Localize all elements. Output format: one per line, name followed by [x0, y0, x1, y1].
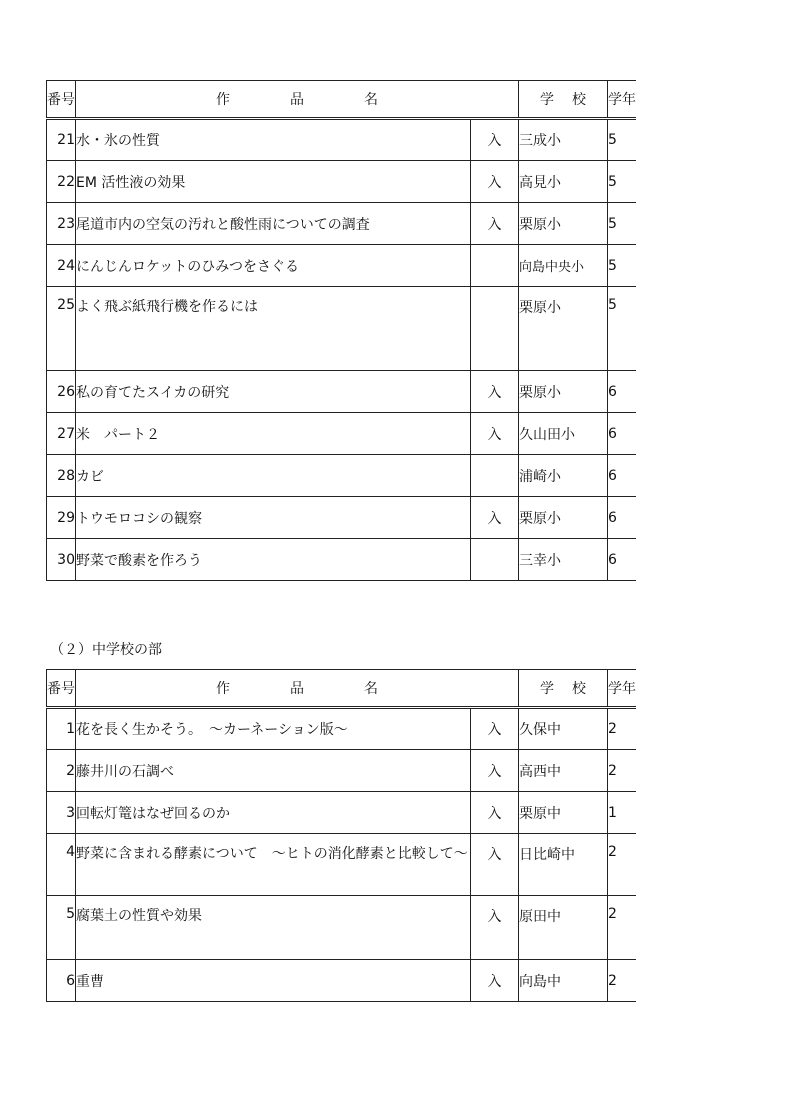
table-row: [47, 750, 637, 792]
award-mark: 入: [471, 708, 519, 750]
table-row: [47, 792, 637, 834]
grade-value: 6: [608, 413, 637, 455]
award-mark: [471, 287, 519, 371]
school-name: 栗原中: [519, 792, 608, 834]
row-number: 6: [47, 960, 76, 1002]
table-row: [47, 497, 637, 539]
school-name: 向島中: [519, 960, 608, 1002]
work-title: EM 活性液の効果: [76, 161, 471, 203]
table-header-row: [47, 81, 637, 119]
award-mark: 入: [471, 119, 519, 161]
grade-value: 6: [608, 371, 637, 413]
row-number: 24: [47, 245, 76, 287]
school-name: 向島中央小: [519, 245, 608, 287]
grade-value: 2: [608, 834, 637, 896]
table-row: [47, 245, 637, 287]
table-row: [47, 413, 637, 455]
school-name: 久山田小: [519, 413, 608, 455]
table-row: [47, 960, 637, 1002]
grade-value: 5: [608, 119, 637, 161]
grade-value: 5: [608, 245, 637, 287]
row-number: 27: [47, 413, 76, 455]
grade-value: 6: [608, 539, 637, 581]
school-name: 日比崎中: [519, 834, 608, 896]
work-title: 野菜で酸素を作ろう: [76, 539, 471, 581]
work-title: 腐葉土の性質や効果: [76, 896, 471, 960]
header-grade: 学年: [608, 670, 637, 708]
award-mark: 入: [471, 413, 519, 455]
elementary-works-table: [46, 80, 636, 581]
table-row: [47, 119, 637, 161]
row-number: 1: [47, 708, 76, 750]
table-row: [47, 896, 637, 960]
row-number: 23: [47, 203, 76, 245]
work-title: トウモロコシの観察: [76, 497, 471, 539]
award-mark: 入: [471, 960, 519, 1002]
grade-value: 5: [608, 203, 637, 245]
header-title: 作 品 名: [76, 81, 519, 119]
section-heading-middle-school: （２）中学校の部: [50, 642, 162, 658]
award-mark: 入: [471, 371, 519, 413]
work-title: にんじんロケットのひみつをさぐる: [76, 245, 471, 287]
work-title: 藤井川の石調べ: [76, 750, 471, 792]
grade-value: 1: [608, 792, 637, 834]
award-mark: 入: [471, 750, 519, 792]
school-name: 原田中: [519, 896, 608, 960]
row-number: 26: [47, 371, 76, 413]
work-title: 私の育てたスイカの研究: [76, 371, 471, 413]
table-row: [47, 287, 637, 371]
header-grade: 学年: [608, 81, 637, 119]
grade-value: 5: [608, 161, 637, 203]
header-school: 学 校: [519, 81, 608, 119]
table-row: [47, 708, 637, 750]
header-school: 学 校: [519, 670, 608, 708]
row-number: 22: [47, 161, 76, 203]
row-number: 3: [47, 792, 76, 834]
school-name: 栗原小: [519, 497, 608, 539]
grade-value: 2: [608, 708, 637, 750]
middle-school-works-table: [46, 669, 636, 1002]
row-number: 4: [47, 834, 76, 896]
award-mark: [471, 245, 519, 287]
work-title: カビ: [76, 455, 471, 497]
grade-value: 2: [608, 750, 637, 792]
work-title: 花を長く生かそう。 ～カーネーション版～: [76, 708, 471, 750]
table-row: [47, 161, 637, 203]
row-number: 21: [47, 119, 76, 161]
school-name: 三成小: [519, 119, 608, 161]
award-mark: 入: [471, 203, 519, 245]
school-name: 栗原小: [519, 371, 608, 413]
work-title: 尾道市内の空気の汚れと酸性雨についての調査: [76, 203, 471, 245]
header-title: 作 品 名: [76, 670, 519, 708]
work-title: 野菜に含まれる酵素について ～ヒトの消化酵素と比較して～: [76, 834, 471, 896]
school-name: 浦崎小: [519, 455, 608, 497]
row-number: 30: [47, 539, 76, 581]
header-number: 番号: [47, 81, 76, 119]
work-title: 回転灯篭はなぜ回るのか: [76, 792, 471, 834]
award-mark: 入: [471, 497, 519, 539]
work-title: 米 パート２: [76, 413, 471, 455]
work-title: よく飛ぶ紙飛行機を作るには: [76, 287, 471, 371]
grade-value: 2: [608, 896, 637, 960]
grade-value: 6: [608, 455, 637, 497]
grade-value: 6: [608, 497, 637, 539]
award-mark: [471, 539, 519, 581]
award-mark: [471, 455, 519, 497]
row-number: 2: [47, 750, 76, 792]
row-number: 29: [47, 497, 76, 539]
grade-value: 2: [608, 960, 637, 1002]
table-header-row: [47, 670, 637, 708]
work-title: 重曹: [76, 960, 471, 1002]
grade-value: 5: [608, 287, 637, 371]
school-name: 栗原小: [519, 203, 608, 245]
header-number: 番号: [47, 670, 76, 708]
school-name: 三幸小: [519, 539, 608, 581]
table-row: [47, 539, 637, 581]
table-row: [47, 371, 637, 413]
school-name: 久保中: [519, 708, 608, 750]
award-mark: 入: [471, 161, 519, 203]
row-number: 28: [47, 455, 76, 497]
table-row: [47, 203, 637, 245]
row-number: 25: [47, 287, 76, 371]
row-number: 5: [47, 896, 76, 960]
table-row: [47, 455, 637, 497]
school-name: 高西中: [519, 750, 608, 792]
school-name: 高見小: [519, 161, 608, 203]
award-mark: 入: [471, 792, 519, 834]
school-name: 栗原小: [519, 287, 608, 371]
award-mark: 入: [471, 834, 519, 896]
award-mark: 入: [471, 896, 519, 960]
work-title: 水・氷の性質: [76, 119, 471, 161]
table-row: [47, 834, 637, 896]
